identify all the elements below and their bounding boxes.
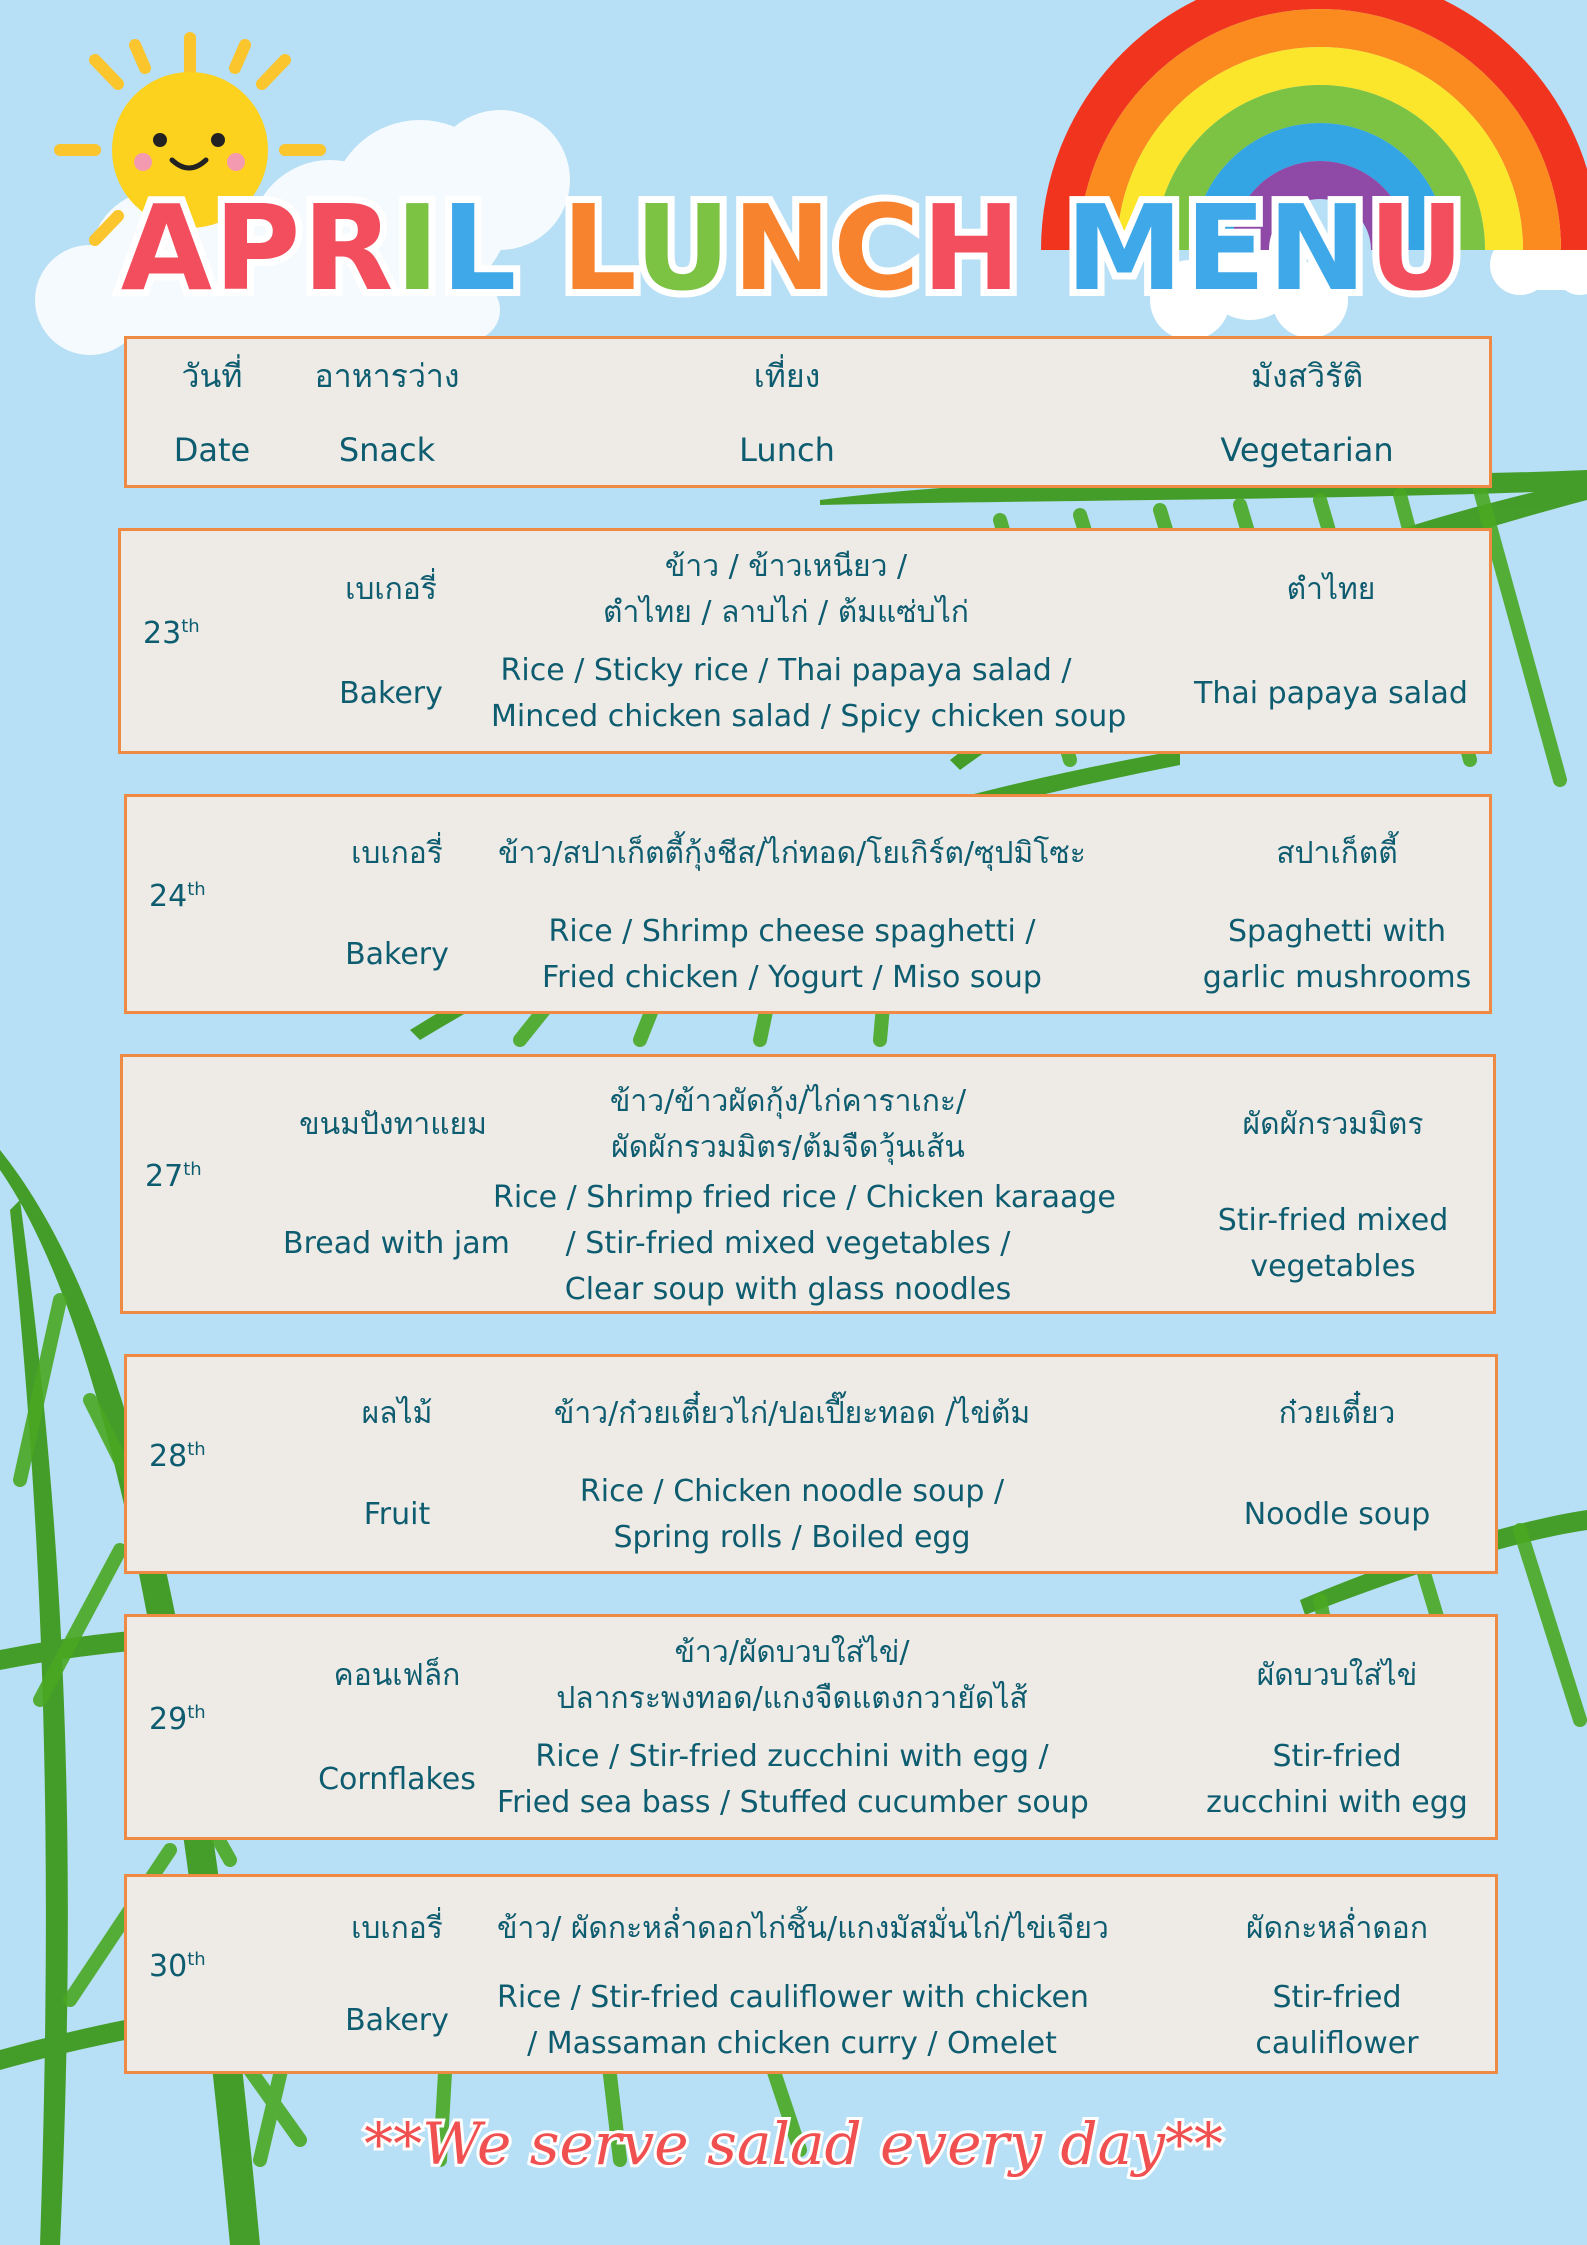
menu-row [124, 1874, 1498, 2074]
title-letter: N [1267, 179, 1369, 317]
title-letter: N [732, 179, 834, 317]
title-letter: U [634, 179, 733, 317]
lunch-th [497, 1630, 1087, 1722]
header-veg-th: มังสวิรัติ [1250, 357, 1364, 395]
lunch-th-line: ข้าว/สปาเก็ตตี้กุ้งชีส/ไก่ทอด/โยเกิร์ต/ซุปมิโซะ [498, 836, 1086, 872]
lunch-th [497, 1906, 1109, 1952]
footer-note: **We serve salad every day** [364, 2110, 1223, 2178]
header-date-en: Date [173, 431, 251, 469]
veg-th [1187, 1653, 1487, 1699]
veg-th [1181, 567, 1481, 613]
title-letter: R [302, 179, 396, 317]
snack-th: คอนเฟล็ก [333, 1657, 461, 1693]
header-row [124, 336, 1492, 488]
date-number: 29 [149, 1702, 188, 1737]
veg-en [1181, 671, 1481, 717]
title-letter: P [214, 179, 303, 317]
lunch-en-line: / Stir-fried mixed vegetables / [565, 1226, 1011, 1262]
title-letter: M [1065, 179, 1186, 317]
header-date-th: วันที่ [181, 357, 243, 395]
lunch-th-line: ตำไทย / ลาบไก่ / ต้มแซ่บไก่ [603, 594, 969, 630]
veg-en [1183, 1198, 1483, 1290]
row-date [149, 1439, 206, 1474]
menu-row [120, 1054, 1496, 1314]
title-letter: I [395, 179, 442, 317]
title-letter: E [1185, 179, 1268, 317]
date-number: 24 [149, 879, 188, 914]
lunch-en [497, 1975, 1087, 2067]
veg-th-line: สปาเก็ตตี้ [1276, 836, 1398, 872]
veg-th [1187, 831, 1487, 877]
veg-th-line: ผัดผักรวมมิตร [1242, 1106, 1424, 1142]
lunch-th-line: ข้าว / ข้าวเหนียว / [664, 548, 908, 584]
lunch-en-line: / Massaman chicken curry / Omelet [527, 2026, 1057, 2061]
lunch-en-line: Clear soup with glass noodles [564, 1272, 1012, 1308]
lunch-th [497, 1391, 1087, 1437]
lunch-en-line: Rice / Chicken noodle soup / [579, 1474, 1005, 1510]
snack-en: Bakery [345, 937, 449, 973]
title-letter: H [921, 179, 1023, 317]
menu-row [124, 1614, 1498, 1840]
lunch-en-line: Rice / Stir-fried zucchini with egg / [535, 1738, 1049, 1774]
veg-en-line: Noodle soup [1243, 1497, 1431, 1533]
title-letter: C [833, 179, 922, 317]
snack-en: Fruit [363, 1497, 431, 1533]
menu-row [124, 794, 1492, 1014]
row-date [145, 1159, 202, 1194]
lunch-th-line: ข้าว/ ผัดกะหล่ำดอกไก่ชิ้น/แกงมัสมั่นไก่/ไข่เจียว [497, 1911, 1109, 1946]
snack-en: Cornflakes [318, 1761, 476, 1797]
title-letter [519, 179, 562, 317]
lunch-en-line: Rice / Stir-fried cauliflower with chicken [497, 1980, 1089, 2015]
snack-en: Bakery [339, 675, 443, 711]
veg-th [1183, 1102, 1483, 1148]
lunch-en [497, 1734, 1087, 1826]
veg-en-line: Stir-fried mixed [1217, 1203, 1449, 1239]
snack-th: เบเกอรี่ [345, 571, 437, 607]
lunch-th-line: ข้าว/ผัดบวบใส่ไข่/ [674, 1634, 910, 1670]
veg-en [1187, 1492, 1487, 1538]
date-number: 23 [143, 616, 182, 651]
lunch-en-line: Fried sea bass / Stuffed cucumber soup [497, 1784, 1089, 1820]
veg-th-line: ผัดบวบใส่ไข่ [1256, 1657, 1418, 1693]
row-date [149, 1949, 206, 1984]
lunch-en [497, 909, 1087, 1001]
lunch-th [491, 544, 1081, 636]
veg-en [1187, 1975, 1487, 2067]
snack-en: Bread with jam [283, 1226, 510, 1262]
header-lunch-th: เที่ยง [753, 357, 821, 395]
lunch-th-line: ข้าว/ก๋วยเตี๋ยวไก่/ปอเปี๊ยะทอด /ไข่ต้ม [553, 1396, 1031, 1432]
veg-en-line: zucchini with egg [1206, 1784, 1468, 1820]
date-number: 28 [149, 1439, 188, 1474]
date-suffix: th [187, 879, 206, 900]
veg-en-line: Thai papaya salad [1194, 675, 1468, 711]
lunch-en [493, 1175, 1116, 1313]
snack-en: Bakery [345, 2003, 449, 2038]
title-letter: L [441, 179, 519, 317]
date-number: 30 [149, 1949, 188, 1984]
lunch-th-line: ปลากระพงทอด/แกงจืดแตงกวายัดไส้ [556, 1680, 1028, 1716]
veg-en [1187, 1734, 1487, 1826]
veg-en-line: garlic mushrooms [1202, 960, 1472, 996]
header-veg-en: Vegetarian [1220, 431, 1394, 469]
veg-en-line: cauliflower [1255, 2026, 1419, 2061]
veg-th-line: ตำไทย [1286, 571, 1376, 607]
menu-row [118, 528, 1492, 754]
date-suffix: th [187, 1949, 206, 1970]
veg-th-line: ผัดกะหล่ำดอก [1245, 1911, 1428, 1946]
title-letter: U [1368, 179, 1467, 317]
lunch-en-line: Rice / Shrimp fried rice / Chicken karaage [493, 1180, 1116, 1216]
veg-en [1187, 909, 1487, 1001]
veg-th-line: ก๋วยเตี๋ยว [1278, 1396, 1396, 1432]
lunch-en-line: Rice / Sticky rice / Thai papaya salad / [500, 652, 1072, 688]
veg-th [1187, 1391, 1487, 1437]
date-number: 27 [145, 1159, 184, 1194]
lunch-en-line: Fried chicken / Yogurt / Miso soup [542, 960, 1042, 996]
veg-en-line: Spaghetti with [1227, 914, 1447, 950]
date-suffix: th [187, 1439, 206, 1460]
lunch-th [493, 1079, 1083, 1171]
header-snack-th: อาหารว่าง [314, 357, 460, 395]
lunch-en-line: Minced chicken salad / Spicy chicken soup [491, 698, 1127, 734]
lunch-th [497, 831, 1087, 877]
date-suffix: th [187, 1702, 206, 1723]
lunch-th-line: ผัดผักรวมมิตร/ต้มจืดวุ้นเส้น [611, 1129, 965, 1165]
snack-th: เบเกอรี่ [351, 836, 443, 872]
lunch-en [491, 648, 1127, 740]
row-date [149, 879, 206, 914]
lunch-en-line: Spring rolls / Boiled egg [613, 1520, 971, 1556]
veg-en-line: vegetables [1250, 1249, 1416, 1285]
date-suffix: th [183, 1159, 202, 1180]
lunch-en-line: Rice / Shrimp cheese spaghetti / [548, 914, 1036, 950]
row-date [149, 1702, 206, 1737]
page-title [0, 178, 1587, 318]
veg-en-line: Stir-fried [1272, 1980, 1402, 2015]
row-date [143, 616, 200, 651]
date-suffix: th [181, 616, 200, 637]
lunch-th-line: ข้าว/ข้าวผัดกุ้ง/ไก่คาราเกะ/ [609, 1083, 967, 1119]
snack-th: ผลไม้ [361, 1396, 433, 1432]
lunch-en [497, 1469, 1087, 1561]
veg-en-line: Stir-fried [1272, 1738, 1402, 1774]
title-letter [1023, 179, 1066, 317]
header-snack-en: Snack [338, 431, 436, 469]
menu-row [124, 1354, 1498, 1574]
title-letter: A [120, 179, 215, 317]
snack-th: เบเกอรี่ [351, 1911, 443, 1946]
title-letter: L [561, 179, 635, 317]
veg-th [1187, 1906, 1487, 1952]
snack-th: ขนมปังทาแยม [299, 1106, 487, 1142]
header-lunch-en: Lunch [739, 431, 835, 469]
